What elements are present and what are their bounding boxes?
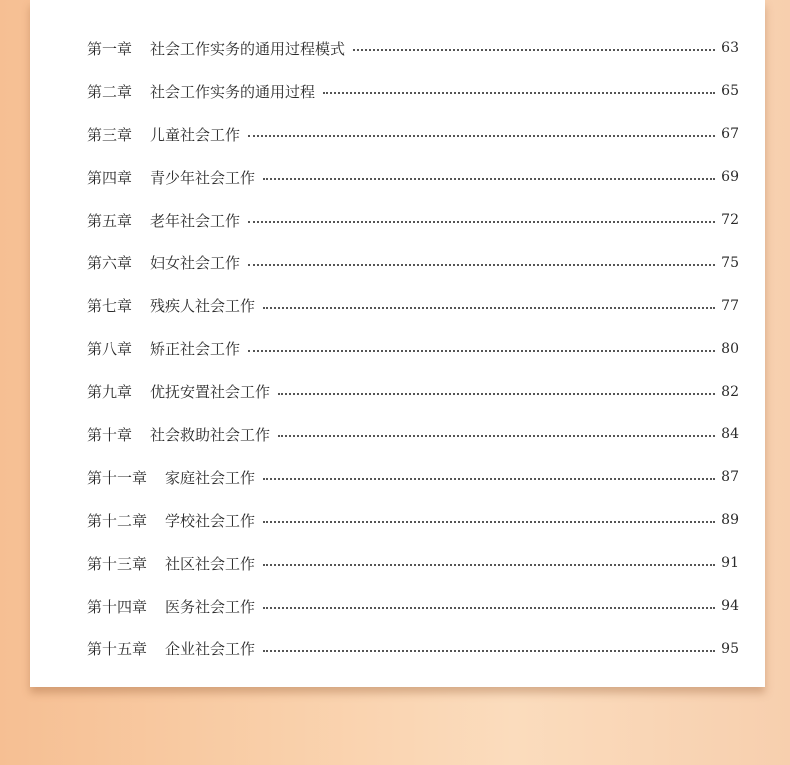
chapter-title: 社会救助社会工作 — [150, 425, 271, 444]
dot-leader — [353, 49, 715, 51]
toc-entry[interactable] — [87, 585, 739, 628]
toc-entry[interactable] — [87, 241, 739, 284]
chapter-title: 医务社会工作 — [165, 597, 256, 616]
page-number: 67 — [721, 126, 739, 143]
dot-leader — [263, 607, 715, 609]
dot-leader — [248, 221, 715, 223]
chapter-number: 第四章 — [87, 168, 133, 187]
chapter-title: 社区社会工作 — [165, 554, 256, 573]
page-number: 89 — [721, 512, 739, 529]
toc-entry[interactable] — [87, 199, 739, 242]
chapter-number: 第十二章 — [87, 511, 148, 530]
chapter-title: 青少年社会工作 — [150, 168, 256, 187]
toc-list — [87, 27, 739, 670]
chapter-title: 老年社会工作 — [150, 211, 241, 230]
chapter-number: 第七章 — [87, 297, 133, 316]
chapter-number: 第十章 — [87, 425, 133, 444]
page-number: 72 — [721, 212, 739, 228]
chapter-title: 社会工作实务的通用过程模式 — [150, 39, 346, 58]
chapter-number: 第九章 — [87, 383, 133, 402]
chapter-number: 第二章 — [87, 82, 133, 101]
toc-entry[interactable] — [87, 327, 739, 370]
toc-entry[interactable] — [87, 542, 739, 585]
chapter-title: 残疾人社会工作 — [150, 297, 256, 316]
chapter-number: 第十五章 — [87, 640, 148, 659]
chapter-number: 第五章 — [87, 211, 133, 230]
chapter-title: 社会工作实务的通用过程 — [150, 82, 316, 101]
page-number: 82 — [721, 383, 739, 400]
page-number: 75 — [721, 254, 739, 271]
dot-leader — [263, 307, 715, 309]
dot-leader — [278, 393, 715, 395]
dot-leader — [278, 435, 715, 437]
chapter-title: 妇女社会工作 — [150, 254, 241, 273]
page-number: 91 — [721, 555, 739, 572]
dot-leader — [248, 350, 715, 352]
page-number: 95 — [721, 640, 739, 657]
toc-entry[interactable] — [87, 370, 739, 413]
page-number: 77 — [721, 297, 739, 314]
toc-entry[interactable] — [87, 413, 739, 456]
chapter-number: 第八章 — [87, 340, 133, 359]
toc-entry[interactable] — [87, 113, 739, 156]
page-number: 84 — [721, 426, 739, 443]
dot-leader — [263, 478, 715, 480]
toc-entry[interactable] — [87, 627, 739, 670]
page-number: 80 — [721, 340, 739, 357]
chapter-number: 第一章 — [87, 39, 133, 58]
page-number: 63 — [721, 40, 739, 57]
page-number: 94 — [721, 598, 739, 615]
chapter-title: 企业社会工作 — [165, 640, 256, 659]
chapter-title: 优抚安置社会工作 — [150, 383, 271, 402]
chapter-title: 儿童社会工作 — [150, 125, 241, 144]
chapter-number: 第三章 — [87, 125, 133, 144]
chapter-number: 第十四章 — [87, 597, 148, 616]
toc-page — [30, 0, 765, 687]
dot-leader — [263, 178, 715, 180]
page-number: 65 — [721, 83, 739, 100]
chapter-number: 第十三章 — [87, 554, 148, 573]
dot-leader — [263, 650, 715, 652]
toc-entry[interactable] — [87, 156, 739, 199]
toc-entry[interactable] — [87, 499, 739, 542]
chapter-number: 第十一章 — [87, 468, 148, 487]
toc-entry[interactable] — [87, 284, 739, 327]
toc-entry[interactable] — [87, 27, 739, 70]
chapter-title: 学校社会工作 — [165, 511, 256, 530]
dot-leader — [248, 264, 715, 266]
dot-leader — [323, 92, 715, 94]
dot-leader — [263, 564, 715, 566]
chapter-title: 矫正社会工作 — [150, 340, 241, 359]
toc-entry[interactable] — [87, 70, 739, 113]
toc-entry[interactable] — [87, 456, 739, 499]
chapter-number: 第六章 — [87, 254, 133, 273]
page-number: 87 — [721, 469, 739, 486]
page-number: 69 — [721, 169, 739, 186]
chapter-title: 家庭社会工作 — [165, 468, 256, 487]
dot-leader — [248, 135, 715, 137]
dot-leader — [263, 521, 715, 523]
